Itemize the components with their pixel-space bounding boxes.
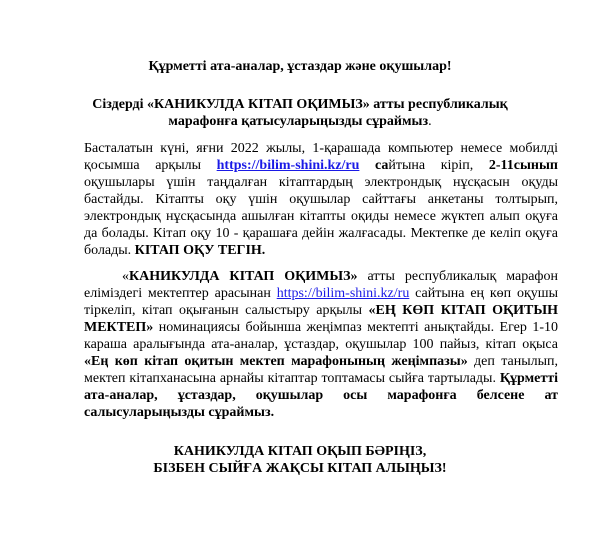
p2-text-4: номинациясы бойынша жеңімпаз мектепті анықтайды. Егер 1-10 караша аралығында ата-аналар, ұстаздар, оқушылар 100 пайыз, кітап оқыса [84, 320, 558, 352]
p2-bold-winner: «Ең көп кітап оқитын мектеп марафонының жеңімпазы» [84, 354, 468, 369]
p1-bold-free: КІТАП ОҚУ ТЕГІН. [134, 243, 266, 258]
p2-bold-appeal: Құрметті ата-аналар, ұстаздар, оқушылар осы марафонға белсене ат салысуларыңызды сұраймыз. [84, 371, 558, 420]
p1-text-2: йтына кіріп, [388, 158, 489, 173]
p2-text-1: « [122, 269, 129, 284]
p1-bold-sa: са [359, 158, 389, 173]
p1-text-3: оқушылары үшін таңдалған кітаптардың электрондық нұсқасын оқуды бастайды. Кітапты оқу үшін оқушылар сайттағы анкетаны толтырып, электрондық нұсқасында ашылған кітапты оқиды немесе жүктеп алып оқуға да болады. Кітап оқу 10 - қарашаға дейін жалғасады. Мектепке де келіп оқуға болады. [84, 175, 558, 258]
paragraph-marathon-info [84, 268, 558, 421]
bilim-shini-link[interactable]: https://bilim-shini.kz/ru [216, 158, 360, 173]
closing-line-2: БІЗБЕН СЫЙҒА ЖАҚСЫ КІТАП АЛЫҢЫЗ! [153, 461, 447, 476]
invitation-line-2: марафонға қатысуларыңызды сұраймыз [168, 114, 429, 129]
p2-bold-title: КАНИКУЛДА КІТАП ОҚИМЫЗ» [129, 269, 358, 284]
invitation-period: . [428, 114, 432, 129]
p2-text-2: атты республикалық марафон еліміздегі мектептер арасынан [84, 269, 558, 301]
p1-text-1: Басталатын күні, яғни 2022 жылы, 1-қарашада компьютер немесе мобилді қосымша арқылы [84, 141, 558, 173]
p2-text-3: сайтына ең көп оқушы тіркеліп, кітап оқығанын салыстыру арқылы [84, 286, 558, 318]
invitation-line-1: Сіздерді «КАНИКУЛДА КІТАП ОҚИМЫЗ» атты республикалық [92, 97, 508, 112]
greeting-heading: Құрметті ата-аналар, ұстаздар және оқушылар! [148, 59, 452, 74]
closing-line-1: КАНИКУЛДА КІТАП ОҚЫП БӘРІҢІЗ, [173, 444, 427, 459]
invitation-heading [70, 96, 530, 130]
p1-bold-grades: 2-11сынып [488, 158, 558, 173]
paragraph-start-info [84, 140, 558, 259]
p2-bold-nomination: «ЕҢ КӨП КІТАП ОҚИТЫН МЕКТЕП» [84, 303, 558, 335]
bilim-shini-link-2[interactable]: https://bilim-shini.kz/ru [276, 286, 410, 301]
closing-slogan [0, 443, 600, 477]
p2-text-5: деп танылып, мектеп кітапханасына арнайы кітаптар топтамасы сыйға тартылады. [84, 354, 558, 386]
